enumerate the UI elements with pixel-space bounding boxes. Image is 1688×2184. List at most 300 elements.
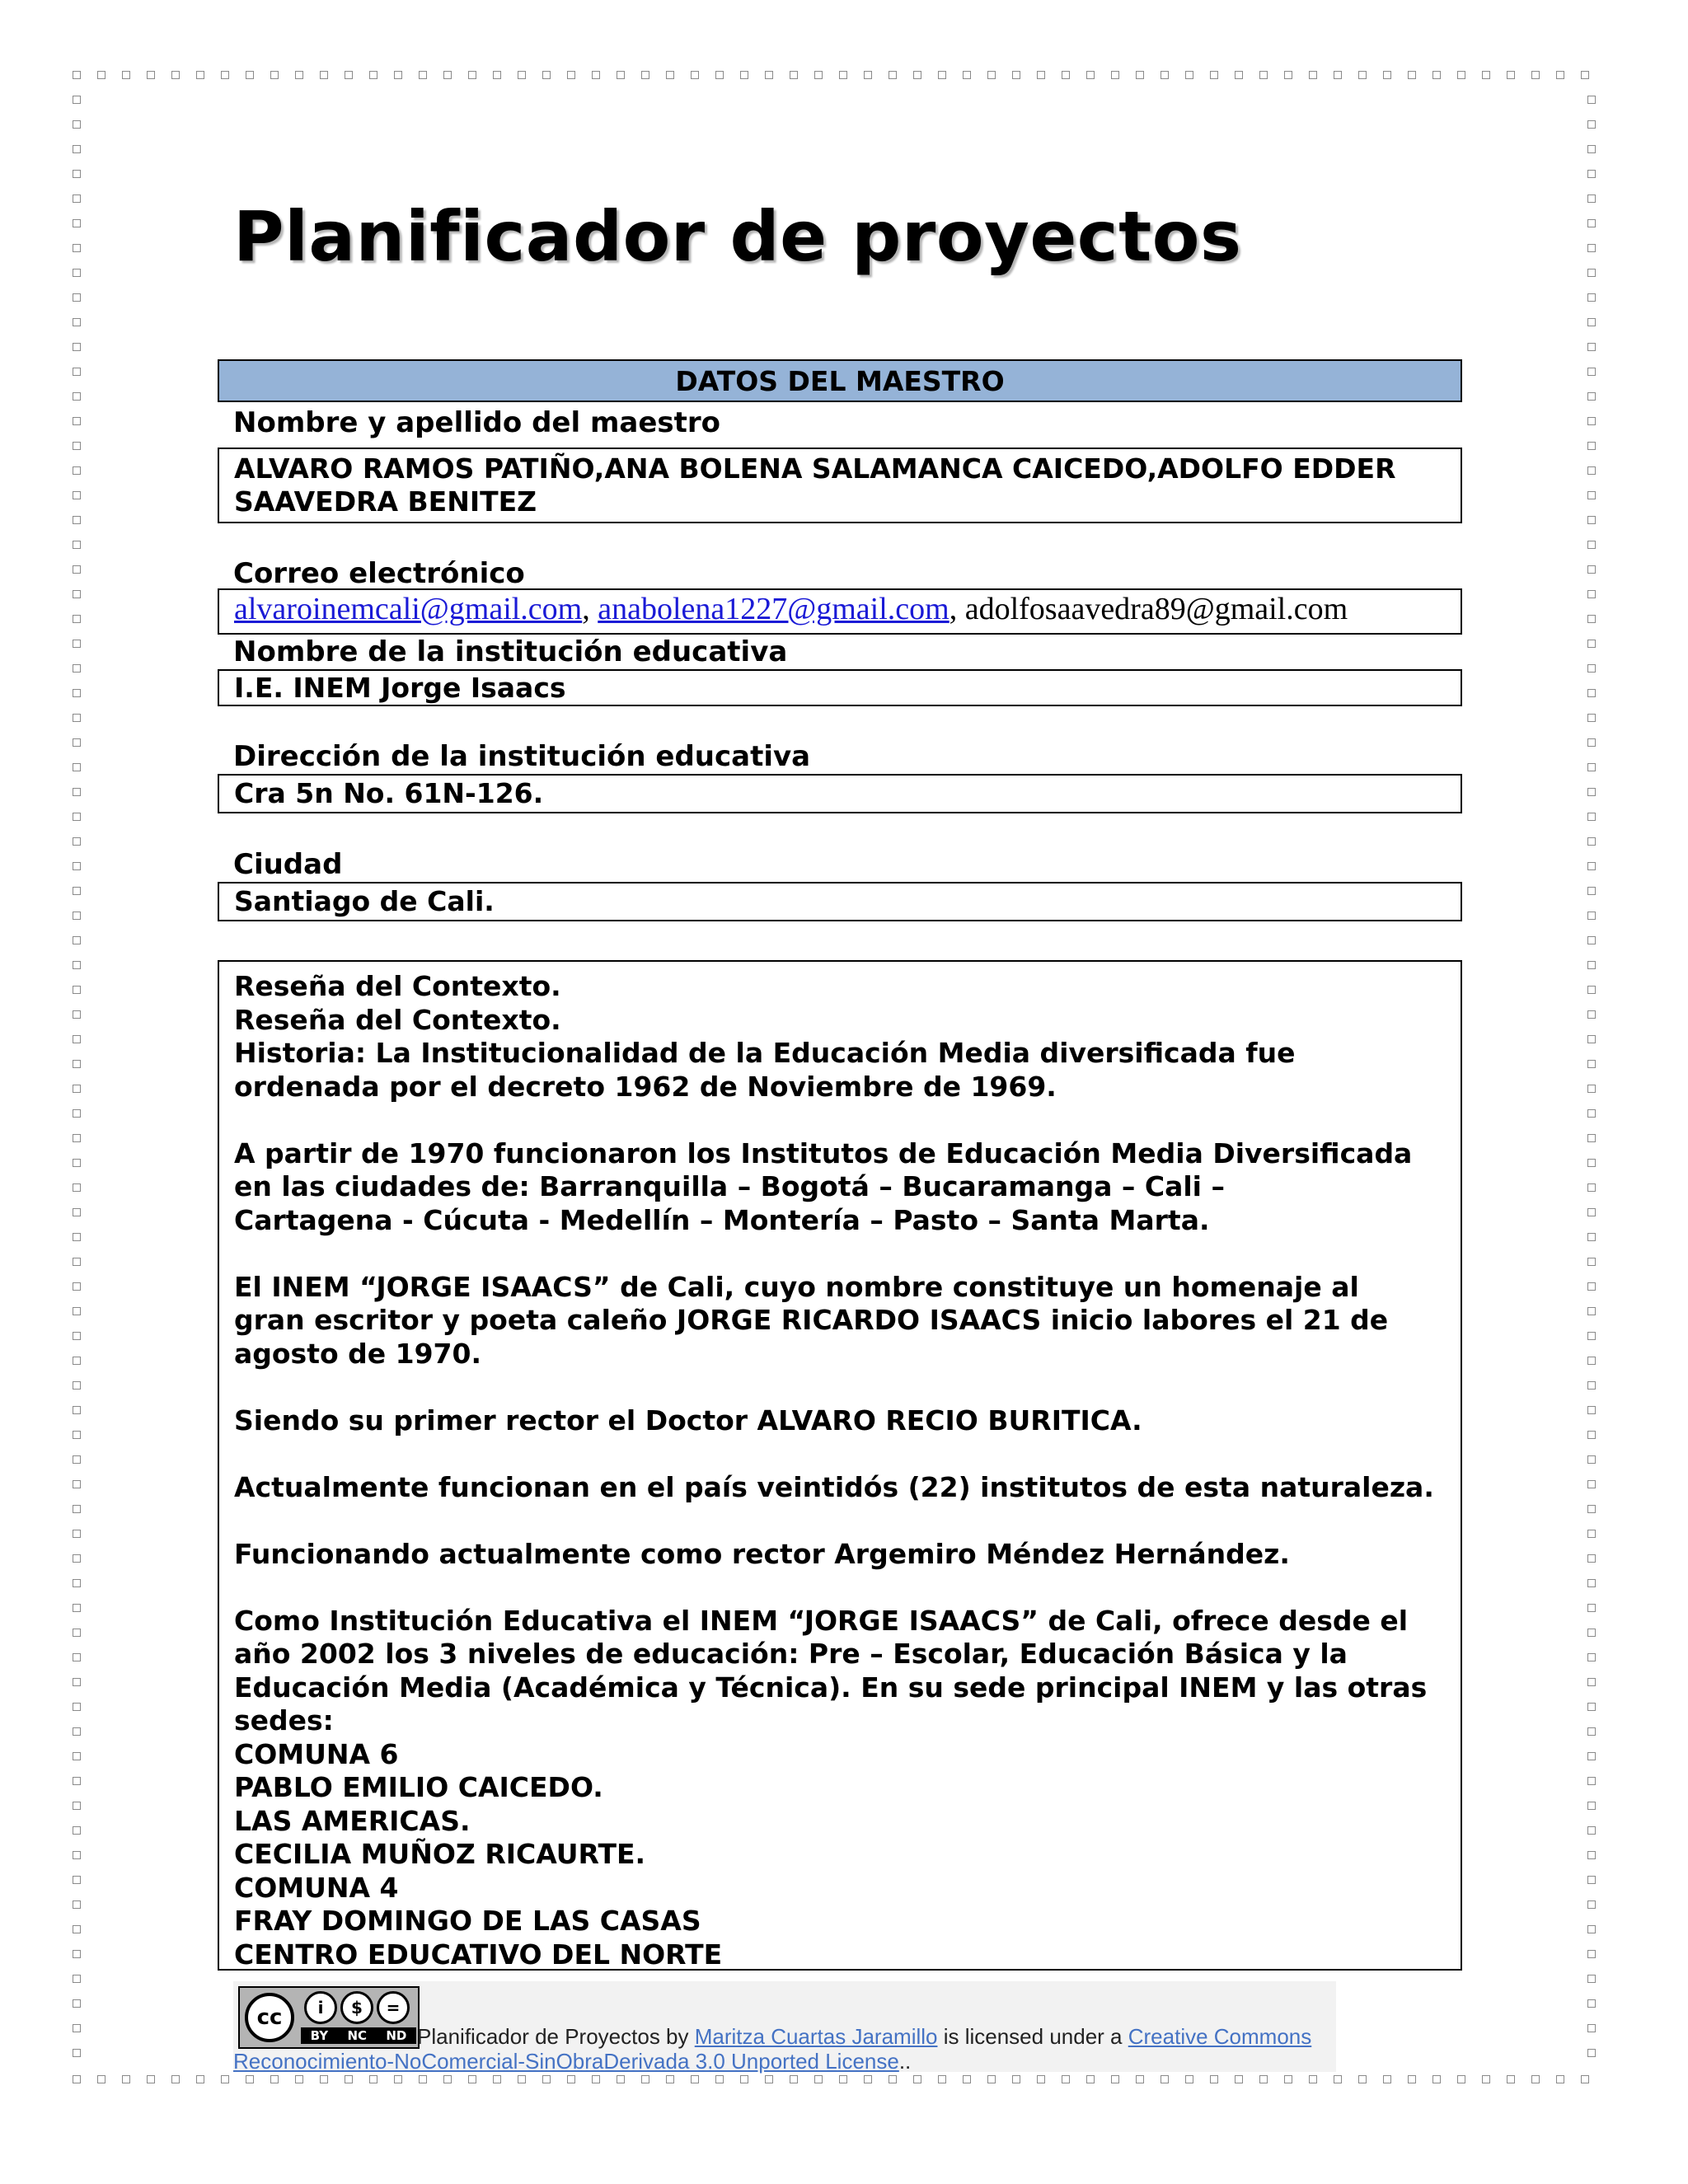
border-square	[963, 2075, 971, 2083]
border-square	[1587, 1950, 1596, 1958]
border-square	[1587, 1505, 1596, 1513]
border-square	[1587, 96, 1596, 104]
border-square	[73, 269, 81, 277]
border-square	[1556, 2075, 1564, 2083]
border-square	[1012, 71, 1020, 79]
border-square	[73, 1802, 81, 1810]
border-square	[196, 71, 204, 79]
email-link-2[interactable]: anabolena1227@gmail.com	[598, 592, 950, 626]
border-square	[246, 2075, 254, 2083]
email-separator: ,	[949, 592, 965, 626]
border-square	[1587, 862, 1596, 870]
email-label: Correo electrónico	[233, 557, 525, 590]
license-line-2	[233, 2049, 911, 2074]
border-square	[468, 71, 476, 79]
border-square	[1587, 1406, 1596, 1414]
border-square	[542, 71, 551, 79]
border-square	[369, 2075, 377, 2083]
border-square	[221, 2075, 229, 2083]
email-field	[218, 588, 1462, 635]
border-square	[1160, 2075, 1169, 2083]
border-square	[73, 1727, 81, 1736]
border-square	[938, 2075, 946, 2083]
border-square	[864, 2075, 872, 2083]
border-square	[592, 2075, 600, 2083]
border-square	[73, 1109, 81, 1118]
border-square	[987, 71, 996, 79]
border-square	[1581, 71, 1589, 79]
border-square	[73, 219, 81, 227]
border-square	[468, 2075, 476, 2083]
address-field	[218, 774, 1462, 813]
border-square	[419, 2075, 427, 2083]
border-square	[73, 1851, 81, 1859]
border-square	[1587, 912, 1596, 920]
border-square	[1432, 71, 1441, 79]
context-paragraph-line: Cartagena - Cúcuta - Medellín – Montería – Pasto – Santa Marta.	[234, 1203, 1210, 1236]
border-square	[73, 565, 81, 574]
border-square	[987, 2075, 996, 2083]
border-square	[73, 936, 81, 944]
border-square	[715, 71, 724, 79]
border-square	[1587, 170, 1596, 178]
border-square	[1587, 417, 1596, 425]
border-square	[1587, 887, 1596, 895]
border-square	[715, 2075, 724, 2083]
border-square	[1111, 2075, 1119, 2083]
border-square	[73, 714, 81, 722]
border-square	[171, 71, 180, 79]
sede-item: COMUNA 4	[234, 1871, 399, 1904]
border-square	[73, 1431, 81, 1439]
border-square	[1581, 2075, 1589, 2083]
border-square	[567, 71, 575, 79]
border-square	[1482, 71, 1490, 79]
border-square	[270, 71, 279, 79]
border-square	[1587, 590, 1596, 598]
border-square	[1587, 1629, 1596, 1637]
border-square	[73, 1826, 81, 1835]
border-square	[1587, 1653, 1596, 1661]
author-link[interactable]: Maritza Cuartas Jaramillo	[694, 2024, 938, 2049]
border-square	[641, 2075, 649, 2083]
border-square	[1284, 2075, 1292, 2083]
border-square	[73, 912, 81, 920]
institution-value: I.E. INEM Jorge Isaacs	[234, 672, 566, 704]
border-square	[1587, 763, 1596, 771]
border-square	[73, 1777, 81, 1785]
border-square	[1062, 2075, 1070, 2083]
border-square	[1334, 71, 1342, 79]
border-square	[443, 2075, 452, 2083]
address-value: Cra 5n No. 61N-126.	[234, 777, 544, 809]
sede-item: CECILIA MUÑOZ RICAURTE.	[234, 1838, 646, 1870]
border-square	[73, 1999, 81, 2008]
border-square	[1587, 1530, 1596, 1538]
border-square	[1587, 318, 1596, 326]
border-square	[1587, 788, 1596, 796]
border-square	[73, 615, 81, 623]
border-square	[73, 392, 81, 401]
border-square	[839, 71, 847, 79]
border-square	[1136, 2075, 1144, 2083]
creative-commons-link[interactable]: Creative Commons	[1128, 2024, 1312, 2049]
border-square	[1408, 2075, 1416, 2083]
border-square	[1062, 71, 1070, 79]
border-square	[73, 442, 81, 450]
border-square	[73, 813, 81, 821]
border-square	[196, 2075, 204, 2083]
border-square	[394, 71, 402, 79]
border-square	[1587, 1999, 1596, 2008]
context-paragraph-line: Historia: La Institucionalidad de la Educación Media diversificada fue	[234, 1037, 1296, 1069]
border-square	[864, 71, 872, 79]
license-text: is licensed under a	[937, 2024, 1128, 2049]
border-square	[889, 2075, 897, 2083]
border-square	[1507, 71, 1515, 79]
border-square	[73, 1925, 81, 1933]
border-square	[518, 71, 526, 79]
border-square	[122, 2075, 130, 2083]
border-square	[122, 71, 130, 79]
border-square	[1587, 219, 1596, 227]
institution-field	[218, 669, 1462, 706]
border-square	[147, 71, 155, 79]
border-square	[765, 2075, 773, 2083]
border-square	[73, 1703, 81, 1711]
border-square	[1587, 640, 1596, 648]
border-square	[73, 1505, 81, 1513]
border-square	[1587, 1431, 1596, 1439]
border-square	[73, 1233, 81, 1241]
border-square	[73, 862, 81, 870]
border-square	[1587, 1604, 1596, 1612]
sede-item: LAS AMERICAS.	[234, 1804, 471, 1837]
border-square	[73, 788, 81, 796]
teacher-value-line2: SAAVEDRA BENITEZ	[234, 485, 537, 518]
border-square	[1587, 194, 1596, 203]
border-right	[1587, 96, 1596, 2057]
border-square	[1587, 120, 1596, 129]
border-square	[73, 1208, 81, 1216]
border-square	[246, 71, 254, 79]
border-square	[1457, 2075, 1465, 2083]
border-square	[1587, 936, 1596, 944]
cc-badge-strip	[301, 2027, 416, 2044]
border-square	[1086, 2075, 1095, 2083]
border-square	[1587, 1925, 1596, 1933]
border-square	[1587, 738, 1596, 747]
context-paragraph-line: Educación Media (Académica y Técnica). En su sede principal INEM y las otras	[234, 1671, 1428, 1704]
border-square	[345, 2075, 353, 2083]
noncommercial-icon: $	[340, 1991, 373, 2024]
border-square	[666, 71, 674, 79]
border-square	[73, 1060, 81, 1068]
border-square	[73, 1381, 81, 1390]
border-square	[73, 466, 81, 475]
border-square	[73, 1950, 81, 1958]
border-square	[814, 2075, 823, 2083]
border-square	[1587, 1233, 1596, 1241]
border-square	[73, 640, 81, 648]
border-square	[73, 417, 81, 425]
border-square	[1037, 2075, 1045, 2083]
border-square	[73, 1357, 81, 1365]
border-square	[1235, 71, 1243, 79]
border-square	[73, 96, 81, 104]
context-paragraph-line: El INEM “JORGE ISAACS” de Cali, cuyo nombre constituye un homenaje al	[234, 1270, 1359, 1303]
border-square	[97, 2075, 106, 2083]
border-square	[73, 1332, 81, 1340]
border-square	[1358, 2075, 1367, 2083]
border-square	[1587, 1554, 1596, 1563]
border-square	[1587, 293, 1596, 302]
address-label: Dirección de la institución educativa	[233, 740, 811, 773]
border-square	[691, 2075, 699, 2083]
teacher-field	[218, 448, 1462, 523]
border-square	[1587, 1480, 1596, 1488]
context-paragraph: Actualmente funcionan en el país veintidós (22) institutos de esta naturaleza.	[234, 1470, 1434, 1503]
border-square	[1185, 2075, 1193, 2083]
border-square	[1587, 1035, 1596, 1043]
border-square	[617, 71, 625, 79]
border-square	[1587, 1357, 1596, 1365]
border-square	[1210, 71, 1218, 79]
border-square	[73, 2075, 81, 2083]
border-square	[73, 1678, 81, 1686]
teacher-value-line1: ALVARO RAMOS PATIÑO,ANA BOLENA SALAMANCA CAICEDO,ADOLFO EDDER	[234, 452, 1396, 485]
sede-item: PABLO EMILIO CAICEDO.	[234, 1771, 603, 1803]
border-square	[1259, 2075, 1268, 2083]
border-square	[73, 2024, 81, 2032]
border-square	[1556, 71, 1564, 79]
border-square	[1587, 961, 1596, 969]
border-square	[73, 1480, 81, 1488]
border-square	[1185, 71, 1193, 79]
border-square	[1587, 1109, 1596, 1118]
sede-item: CENTRO EDUCATIVO DEL NORTE	[234, 1938, 723, 1971]
border-square	[1587, 1826, 1596, 1835]
border-square	[617, 2075, 625, 2083]
license-footer	[233, 1981, 1336, 2072]
context-paragraph: Funcionando actualmente como rector Argemiro Méndez Hernández.	[234, 1537, 1290, 1570]
email-line	[234, 590, 1446, 628]
sede-item: FRAY DOMINGO DE LAS CASAS	[234, 1905, 701, 1937]
border-square	[740, 71, 748, 79]
border-square	[73, 1035, 81, 1043]
border-square	[691, 71, 699, 79]
border-square	[1587, 1208, 1596, 1216]
border-square	[1587, 1183, 1596, 1192]
border-square	[1086, 71, 1095, 79]
badge-nc: NC	[347, 2028, 368, 2043]
border-square	[320, 71, 328, 79]
border-square	[1587, 1307, 1596, 1315]
border-square	[73, 1579, 81, 1587]
border-square	[1587, 664, 1596, 673]
border-square	[1587, 1975, 1596, 1983]
border-left	[73, 96, 81, 2057]
border-square	[73, 887, 81, 895]
border-square	[73, 1282, 81, 1291]
license-name-link[interactable]: Reconocimiento-NoComercial-SinObraDerivada 3.0 Unported License	[233, 2049, 899, 2074]
border-square	[73, 516, 81, 524]
border-square	[1334, 2075, 1342, 2083]
border-square	[221, 71, 229, 79]
border-square	[641, 71, 649, 79]
city-value: Santiago de Cali.	[234, 885, 495, 917]
border-square	[1587, 1085, 1596, 1093]
border-square	[73, 194, 81, 203]
border-square	[73, 293, 81, 302]
border-square	[73, 763, 81, 771]
border-square	[1136, 71, 1144, 79]
city-field	[218, 882, 1462, 921]
border-square	[1587, 368, 1596, 376]
border-square	[1587, 145, 1596, 153]
section-header: DATOS DEL MAESTRO	[218, 359, 1462, 402]
border-square	[1587, 392, 1596, 401]
border-square	[938, 71, 946, 79]
border-square	[171, 2075, 180, 2083]
border-square	[73, 590, 81, 598]
border-square	[1235, 2075, 1243, 2083]
border-square	[740, 2075, 748, 2083]
border-square	[814, 71, 823, 79]
border-square	[1587, 986, 1596, 994]
border-square	[1587, 1258, 1596, 1266]
border-square	[295, 2075, 303, 2083]
border-square	[1358, 71, 1367, 79]
context-paragraph-line: A partir de 1970 funcionaron los Institutos de Educación Media Diversificada	[234, 1137, 1413, 1169]
context-heading: Reseña del Contexto.	[234, 970, 561, 1002]
border-square	[1587, 615, 1596, 623]
border-square	[1587, 837, 1596, 846]
border-square	[1587, 269, 1596, 277]
cc-license-badge[interactable]	[238, 1986, 420, 2049]
context-paragraph-line: en las ciudades de: Barranquilla – Bogotá – Bucaramanga – Cali –	[234, 1170, 1225, 1202]
border-square	[73, 170, 81, 178]
border-square	[1587, 1455, 1596, 1464]
border-square	[73, 1455, 81, 1464]
border-square	[345, 71, 353, 79]
border-square	[320, 2075, 328, 2083]
border-bottom	[73, 2075, 1589, 2083]
border-square	[1457, 71, 1465, 79]
border-square	[73, 343, 81, 351]
border-square	[1587, 1802, 1596, 1810]
license-text: ..	[898, 2049, 912, 2074]
border-square	[1259, 71, 1268, 79]
border-square	[963, 71, 971, 79]
attribution-icon: i	[304, 1991, 337, 2024]
teacher-label: Nombre y apellido del maestro	[233, 406, 721, 439]
border-square	[1587, 516, 1596, 524]
institution-label: Nombre de la institución educativa	[233, 635, 788, 668]
border-square	[1587, 1876, 1596, 1884]
border-square	[1587, 1060, 1596, 1068]
border-square	[1111, 71, 1119, 79]
email-separator: ,	[582, 592, 598, 626]
border-square	[295, 71, 303, 79]
border-square	[1587, 491, 1596, 499]
border-square	[73, 2049, 81, 2057]
border-square	[765, 71, 773, 79]
border-square	[1587, 2049, 1596, 2057]
border-square	[1587, 1134, 1596, 1142]
border-square	[73, 1010, 81, 1019]
border-square	[1587, 1332, 1596, 1340]
border-square	[73, 1900, 81, 1909]
context-paragraph-line: gran escritor y poeta caleño JORGE RICARDO ISAACS inicio labores el 21 de	[234, 1304, 1389, 1336]
border-square	[73, 1653, 81, 1661]
border-square	[73, 961, 81, 969]
border-square	[1587, 813, 1596, 821]
border-square	[1210, 2075, 1218, 2083]
context-box	[218, 960, 1462, 1971]
border-square	[913, 71, 921, 79]
border-square	[73, 1134, 81, 1142]
border-square	[73, 738, 81, 747]
border-square	[1587, 689, 1596, 697]
border-square	[839, 2075, 847, 2083]
border-square	[913, 2075, 921, 2083]
border-square	[73, 1752, 81, 1760]
border-square	[1037, 71, 1045, 79]
context-paragraph-line: ordenada por el decreto 1962 de Noviembre de 1969.	[234, 1070, 1057, 1103]
border-square	[73, 1554, 81, 1563]
border-square	[1531, 2075, 1540, 2083]
border-square	[147, 2075, 155, 2083]
border-square	[73, 1530, 81, 1538]
border-square	[790, 71, 798, 79]
border-square	[1587, 1381, 1596, 1390]
border-square	[790, 2075, 798, 2083]
email-link-1[interactable]: alvaroinemcali@gmail.com	[234, 592, 583, 626]
border-top	[73, 71, 1589, 79]
border-square	[73, 1406, 81, 1414]
border-square	[73, 1629, 81, 1637]
border-square	[1587, 1851, 1596, 1859]
border-square	[1587, 1678, 1596, 1686]
border-square	[1587, 1727, 1596, 1736]
border-square	[73, 368, 81, 376]
border-square	[1587, 1282, 1596, 1291]
border-square	[73, 1258, 81, 1266]
border-square	[1587, 1159, 1596, 1167]
noderivatives-icon: =	[377, 1991, 410, 2024]
context-paragraph-line: Como Institución Educativa el INEM “JORGE ISAACS” de Cali, ofrece desde el	[234, 1604, 1409, 1637]
context-paragraph-line: sedes:	[234, 1704, 334, 1736]
context-heading: Reseña del Contexto.	[234, 1003, 561, 1036]
border-square	[73, 689, 81, 697]
cc-icon: cc	[245, 1993, 294, 2042]
border-square	[1383, 2075, 1391, 2083]
border-square	[1587, 2024, 1596, 2032]
context-paragraph-line: año 2002 los 3 niveles de educación: Pre – Escolar, Educación Básica y la	[234, 1638, 1348, 1670]
city-label: Ciudad	[233, 848, 343, 881]
border-square	[73, 120, 81, 129]
badge-nd: ND	[386, 2028, 407, 2043]
border-square	[1587, 1010, 1596, 1019]
border-square	[1531, 71, 1540, 79]
border-square	[1587, 1777, 1596, 1785]
border-square	[73, 318, 81, 326]
badge-by: BY	[310, 2028, 329, 2043]
border-square	[1507, 2075, 1515, 2083]
border-square	[73, 1975, 81, 1983]
border-square	[443, 71, 452, 79]
